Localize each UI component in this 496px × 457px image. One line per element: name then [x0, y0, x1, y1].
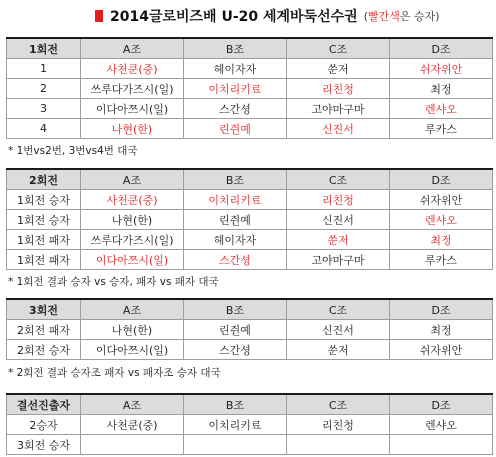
round-header: 결선진출자: [7, 394, 81, 415]
title-note: [364, 8, 440, 24]
group-header: B조: [184, 38, 287, 59]
group-header: A조: [81, 169, 184, 190]
round-header: 1회전: [7, 38, 81, 59]
table-row: [7, 250, 493, 270]
round-table-4: [6, 393, 493, 455]
group-header: A조: [81, 394, 184, 415]
row-label: 2: [7, 79, 81, 99]
table-footnote: * 1번vs2번, 3번vs4번 대국: [8, 145, 138, 157]
row-label: 1회전 패자: [7, 250, 81, 270]
table-row: [7, 435, 493, 455]
winner-cell: 렌샤오: [390, 210, 493, 230]
player-cell: 최정: [390, 320, 493, 340]
group-header: A조: [81, 299, 184, 320]
table-header-row: [7, 394, 493, 415]
player-cell: 고야마구마: [287, 250, 390, 270]
player-cell: 사천쿤(중): [81, 415, 184, 435]
table-footnote: * 2회전 결과 승자조 패자 vs 패자조 승자 대국: [8, 367, 221, 379]
player-cell: [81, 435, 184, 455]
row-label: 2회전 패자: [7, 320, 81, 340]
row-label: 1회전 패자: [7, 230, 81, 250]
title-note-rest: 은 승자): [399, 10, 440, 23]
player-cell: 이다아쯔시(일): [81, 99, 184, 119]
table-row: [7, 99, 493, 119]
winner-cell: 사천쿤(중): [81, 59, 184, 79]
title-note-red: 빨간색: [367, 10, 400, 23]
winner-cell: 렌샤오: [390, 99, 493, 119]
winner-cell: 이치리키료: [184, 190, 287, 210]
player-cell: [287, 435, 390, 455]
winner-cell: 나현(한): [81, 119, 184, 139]
winner-cell: 스간셩: [184, 250, 287, 270]
table-header-row: [7, 299, 493, 320]
page-title: [95, 7, 440, 25]
player-cell: [390, 435, 493, 455]
group-header: C조: [287, 38, 390, 59]
winner-cell: 린쥔예: [184, 119, 287, 139]
winner-cell: 이다아쯔시(일): [81, 250, 184, 270]
round-table-2: [6, 168, 493, 270]
player-cell: 쑨저: [287, 340, 390, 360]
player-cell: [184, 435, 287, 455]
player-cell: 린쥔예: [184, 210, 287, 230]
group-header: C조: [287, 394, 390, 415]
table-row: [7, 210, 493, 230]
player-cell: 루카스: [390, 119, 493, 139]
table-row: [7, 320, 493, 340]
player-cell: 쑨저: [287, 59, 390, 79]
row-label: 2승자: [7, 415, 81, 435]
row-label: 3: [7, 99, 81, 119]
player-cell: 쉬자위안: [390, 190, 493, 210]
group-header: D조: [390, 299, 493, 320]
row-label: 4: [7, 119, 81, 139]
group-header: B조: [184, 169, 287, 190]
player-cell: 헤이자자: [184, 230, 287, 250]
winner-cell: 쑨저: [287, 230, 390, 250]
group-header: C조: [287, 299, 390, 320]
group-header: B조: [184, 394, 287, 415]
table-footnote: * 1회전 결과 승자 vs 승자, 패자 vs 패자 대국: [8, 276, 219, 288]
group-header: D조: [390, 394, 493, 415]
table-row: [7, 79, 493, 99]
player-cell: 쓰루다가즈시(일): [81, 79, 184, 99]
table-header-row: [7, 169, 493, 190]
player-cell: 신진서: [287, 320, 390, 340]
round-table-1: [6, 37, 493, 139]
table-header-row: [7, 38, 493, 59]
row-label: 1회전 승자: [7, 190, 81, 210]
group-header: A조: [81, 38, 184, 59]
group-header: C조: [287, 169, 390, 190]
title-marker-icon: [95, 10, 103, 22]
player-cell: 쓰루다가즈시(일): [81, 230, 184, 250]
table-row: [7, 119, 493, 139]
title-main: 2014글로비즈배 U-20 세계바둑선수권: [110, 9, 358, 25]
title-note-open: (: [363, 10, 368, 23]
group-header: D조: [390, 38, 493, 59]
player-cell: 루카스: [390, 250, 493, 270]
table-row: [7, 415, 493, 435]
group-header: D조: [390, 169, 493, 190]
winner-cell: 리친청: [287, 79, 390, 99]
player-cell: 나현(한): [81, 210, 184, 230]
player-cell: 고야마구마: [287, 99, 390, 119]
player-cell: 최정: [390, 79, 493, 99]
player-cell: 신진서: [287, 210, 390, 230]
row-label: 2회전 승자: [7, 340, 81, 360]
player-cell: 쉬자위안: [390, 340, 493, 360]
row-label: 1회전 승자: [7, 210, 81, 230]
player-cell: 린쥔예: [184, 320, 287, 340]
player-cell: 이다아쯔시(일): [81, 340, 184, 360]
winner-cell: 최정: [390, 230, 493, 250]
player-cell: 스간셩: [184, 340, 287, 360]
table-row: [7, 59, 493, 79]
player-cell: 이치리키료: [184, 415, 287, 435]
player-cell: 리친청: [287, 415, 390, 435]
winner-cell: 이치리키료: [184, 79, 287, 99]
round-header: 2회전: [7, 169, 81, 190]
winner-cell: 쉬자위안: [390, 59, 493, 79]
player-cell: 스간셩: [184, 99, 287, 119]
player-cell: 렌샤오: [390, 415, 493, 435]
winner-cell: 리친청: [287, 190, 390, 210]
player-cell: 헤이자자: [184, 59, 287, 79]
table-row: [7, 190, 493, 210]
player-cell: 나현(한): [81, 320, 184, 340]
round-table-3: [6, 298, 493, 360]
winner-cell: 신진서: [287, 119, 390, 139]
table-row: [7, 340, 493, 360]
table-row: [7, 230, 493, 250]
row-label: 1: [7, 59, 81, 79]
row-label: 3회전 승자: [7, 435, 81, 455]
round-header: 3회전: [7, 299, 81, 320]
group-header: B조: [184, 299, 287, 320]
winner-cell: 사천쿤(중): [81, 190, 184, 210]
